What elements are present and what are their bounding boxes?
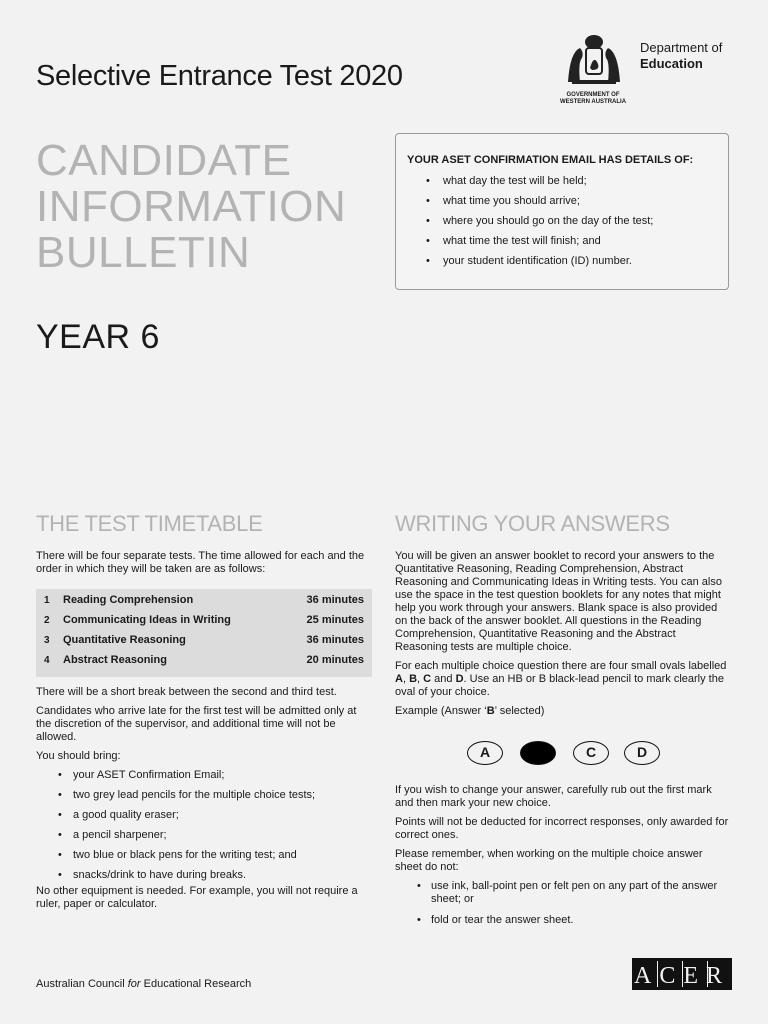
- list-item: • use ink, ball-point pen or felt pen on any part of the answer sheet; or: [395, 880, 731, 906]
- oval-d: D: [624, 741, 660, 765]
- writing-heading: WRITING YOUR ANSWERS: [395, 511, 670, 536]
- acer-logo-text: ACER: [633, 963, 731, 989]
- writing-para-3: If you wish to change your answer, carefully rub out the first mark and then mark your new choice.: [395, 784, 712, 809]
- table-row: 2 Communicating Ideas in Writing 25 minutes: [44, 614, 364, 626]
- list-item: • a good quality eraser;: [36, 805, 372, 825]
- document-title: Selective Entrance Test 2020: [36, 60, 403, 92]
- writing-para-2: For each multiple choice question there are four small ovals labelled A, B, C and D. Use an HB or B black-lead pencil to mark clearly the oval of your choice.: [395, 660, 727, 698]
- confirmation-email-box: [395, 133, 729, 290]
- timetable-notes: [36, 686, 372, 917]
- list-item: • fold or tear the answer sheet.: [395, 914, 731, 927]
- table-row: 1 Reading Comprehension 36 minutes: [44, 594, 364, 606]
- oval-a: A: [467, 741, 503, 765]
- list-item: • your ASET Confirmation Email;: [36, 765, 372, 785]
- year-label: YEAR 6: [36, 318, 160, 356]
- oval-b-selected: [520, 741, 556, 765]
- list-item: • your student identification (ID) number.: [407, 251, 718, 271]
- list-item: • two grey lead pencils for the multiple choice tests;: [36, 785, 372, 805]
- list-item: • snacks/drink to have during breaks.: [36, 865, 372, 885]
- writing-body: [395, 550, 731, 724]
- writing-para-4: Points will not be deducted for incorrect responses, only awarded for correct ones.: [395, 816, 729, 841]
- writing-body-2: [395, 784, 731, 935]
- break-text: There will be a short break between the second and third test.: [36, 686, 337, 698]
- list-item: • where you should go on the day of the test;: [407, 211, 718, 231]
- answer-oval-example: [467, 741, 667, 769]
- table-row: 3 Quantitative Reasoning 36 minutes: [44, 634, 364, 646]
- late-text: Candidates who arrive late for the first test will be admitted only at the discretion of the supervisor, and additional time will not be allowed.: [36, 705, 357, 743]
- timetable-intro: There will be four separate tests. The time allowed for each and the order in which they will be taken are as follows:: [36, 550, 365, 575]
- government-label: GOVERNMENT OF WESTERN AUSTRALIA: [559, 92, 627, 105]
- wa-crest-icon: [558, 32, 630, 92]
- example-label: Example (Answer ‘B’ selected): [395, 705, 545, 717]
- writing-para-1: You will be given an answer booklet to record your answers to the Quantitative Reasoning, Reading Comprehension, Abstract Reasoning and Communicating Ideas in Writing tests. You can also use the space in the test question booklets for any notes that might help you work through your answers. Blank space is also provided on the back of the answer booklet. All questions in the Reading Comprehension, Quantitative Reasoning and the Abstract Reasoning tests are multiple choice.: [395, 550, 722, 653]
- bring-intro: You should bring:: [36, 750, 121, 762]
- table-row: 4 Abstract Reasoning 20 minutes: [44, 654, 364, 666]
- oval-c: C: [573, 741, 609, 765]
- acer-logo: [632, 958, 732, 990]
- confirmation-email-heading: YOUR ASET CONFIRMATION EMAIL HAS DETAILS OF:: [407, 154, 694, 166]
- list-item: • two blue or black pens for the writing test; and: [36, 845, 372, 865]
- list-item: • what time the test will finish; and: [407, 231, 718, 251]
- list-item: • a pencil sharpener;: [36, 825, 372, 845]
- timetable-table: [36, 589, 372, 677]
- no-other-text: No other equipment is needed. For example, you will not require a ruler, paper or calculator.: [36, 885, 358, 910]
- footer-organisation: Australian Council for Educational Research: [36, 978, 252, 990]
- list-item: • what time you should arrive;: [407, 191, 718, 211]
- bulletin-title: CANDIDATE INFORMATION BULLETIN: [36, 136, 347, 277]
- department-logo: [556, 32, 736, 108]
- list-item: • what day the test will be held;: [407, 171, 718, 191]
- acer-logo-icon: [632, 958, 732, 990]
- writing-para-5: Please remember, when working on the multiple choice answer sheet do not:: [395, 848, 703, 873]
- timetable-heading: THE TEST TIMETABLE: [36, 511, 263, 536]
- department-name: Department of Education: [640, 40, 723, 71]
